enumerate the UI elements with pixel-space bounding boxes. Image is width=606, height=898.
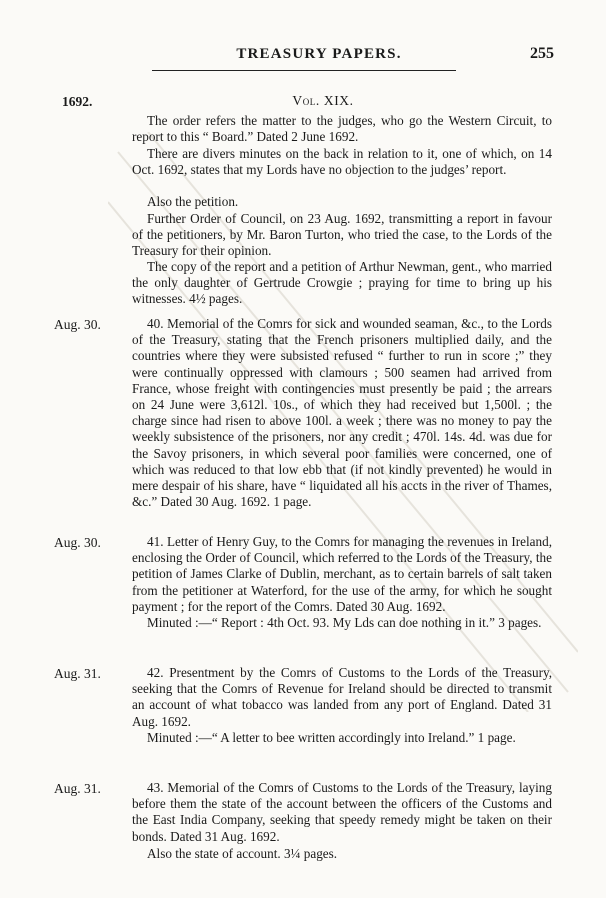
entry-text: 43. Memorial of the Comrs of Customs to the Lords of the Treasury, laying before them the state of the account between the officers of the Customs and the East India Company, seeking that speedy remedy might be taken on their bonds. Dated 31 Aug. 1692. bbox=[132, 780, 552, 844]
entry-note: Minuted :—“ Report : 4th Oct. 93. My Lds can doe nothing in it.” 3 pages. bbox=[147, 615, 542, 630]
entry-text: 42. Presentment by the Comrs of Customs to the Lords of the Treasury, seeking that the Comrs of Revenue for Ireland should be directed to transmit an account of what tobacco was landed from any port of England. Dated 31 Aug. 1692. bbox=[132, 665, 552, 729]
entry-text: 41. Letter of Henry Guy, to the Comrs for managing the revenues in Ireland, enclosing the Order of Council, which referred to the Lords of the Treasury, the petition of James Clarke of Dublin, merchant, as to certain barrels of salt taken from the petitioner at Waterford, for the use of the army, for which he sought payment ; for the report of the Comrs. Dated 30 Aug. 1692. bbox=[132, 534, 552, 614]
page-header bbox=[84, 44, 554, 72]
entry-date: Aug. 31. bbox=[54, 666, 101, 681]
entry-date: Aug. 30. bbox=[54, 535, 101, 550]
entry-date: Aug. 30. bbox=[54, 317, 101, 332]
volume-heading: Vol. XIX. bbox=[292, 93, 354, 108]
intro-paragraph: The order refers the matter to the judges, who go the Western Circuit, to report to this “ Board.” Dated 2 June 1692. bbox=[132, 113, 552, 145]
intro-paragraph: There are divers minutes on the back in relation to it, one of which, on 14 Oct. 1692, states that my Lords have no objection to the judges’ report. bbox=[132, 146, 552, 178]
entry-note: Minuted :—“ A letter to bee written accordingly into Ireland.” 1 page. bbox=[147, 730, 516, 745]
intro-paragraph: The copy of the report and a petition of Arthur Newman, gent., who married the only daughter of Gertrude Crowgie ; praying for time to bring up his witnesses. 4½ pages. bbox=[132, 259, 552, 307]
intro-paragraph: Also the petition. bbox=[147, 194, 239, 209]
side-year: 1692. bbox=[62, 94, 93, 109]
entry-text: 40. Memorial of the Comrs for sick and wounded seaman, &c., to the Lords of the Treasury, stating that the French prisoners multiplied daily, and the countries where they were subsisted refused “ further to run in score ;” they were continually oppressed with clamours ; 500 seamen had arrived from France, whose freight with contingencies must presently be paid ; the arrears on 24 June were 3,612l. 10s., of which they had received but 1,500l. ; the charge since had risen to above 100l. a week ; there was no money to pay the weekly subsistence of the prisoners, nor any credit ; 470l. 14s. 4d. was due for the Savoy prisoners, in which several poor families were concerned, one of which was reduced to that low ebb that (if not kindly prevented) he would in mere despair of his share, have “ liquidated all his accts in the river of Thames, &c.” Dated 30 Aug. 1692. 1 page. bbox=[132, 316, 552, 510]
intro-paragraph: Further Order of Council, on 23 Aug. 1692, transmitting a report in favour of the petitioners, by Mr. Baron Turton, who tried the case, to the Lords of the Treasury for their opinion. bbox=[132, 211, 552, 259]
running-title: TREASURY PAPERS. bbox=[236, 46, 402, 62]
entry-note: Also the state of account. 3¼ pages. bbox=[147, 846, 338, 861]
page-number: 255 bbox=[530, 45, 554, 62]
header-rule bbox=[152, 70, 456, 71]
entry-date: Aug. 31. bbox=[54, 781, 101, 796]
